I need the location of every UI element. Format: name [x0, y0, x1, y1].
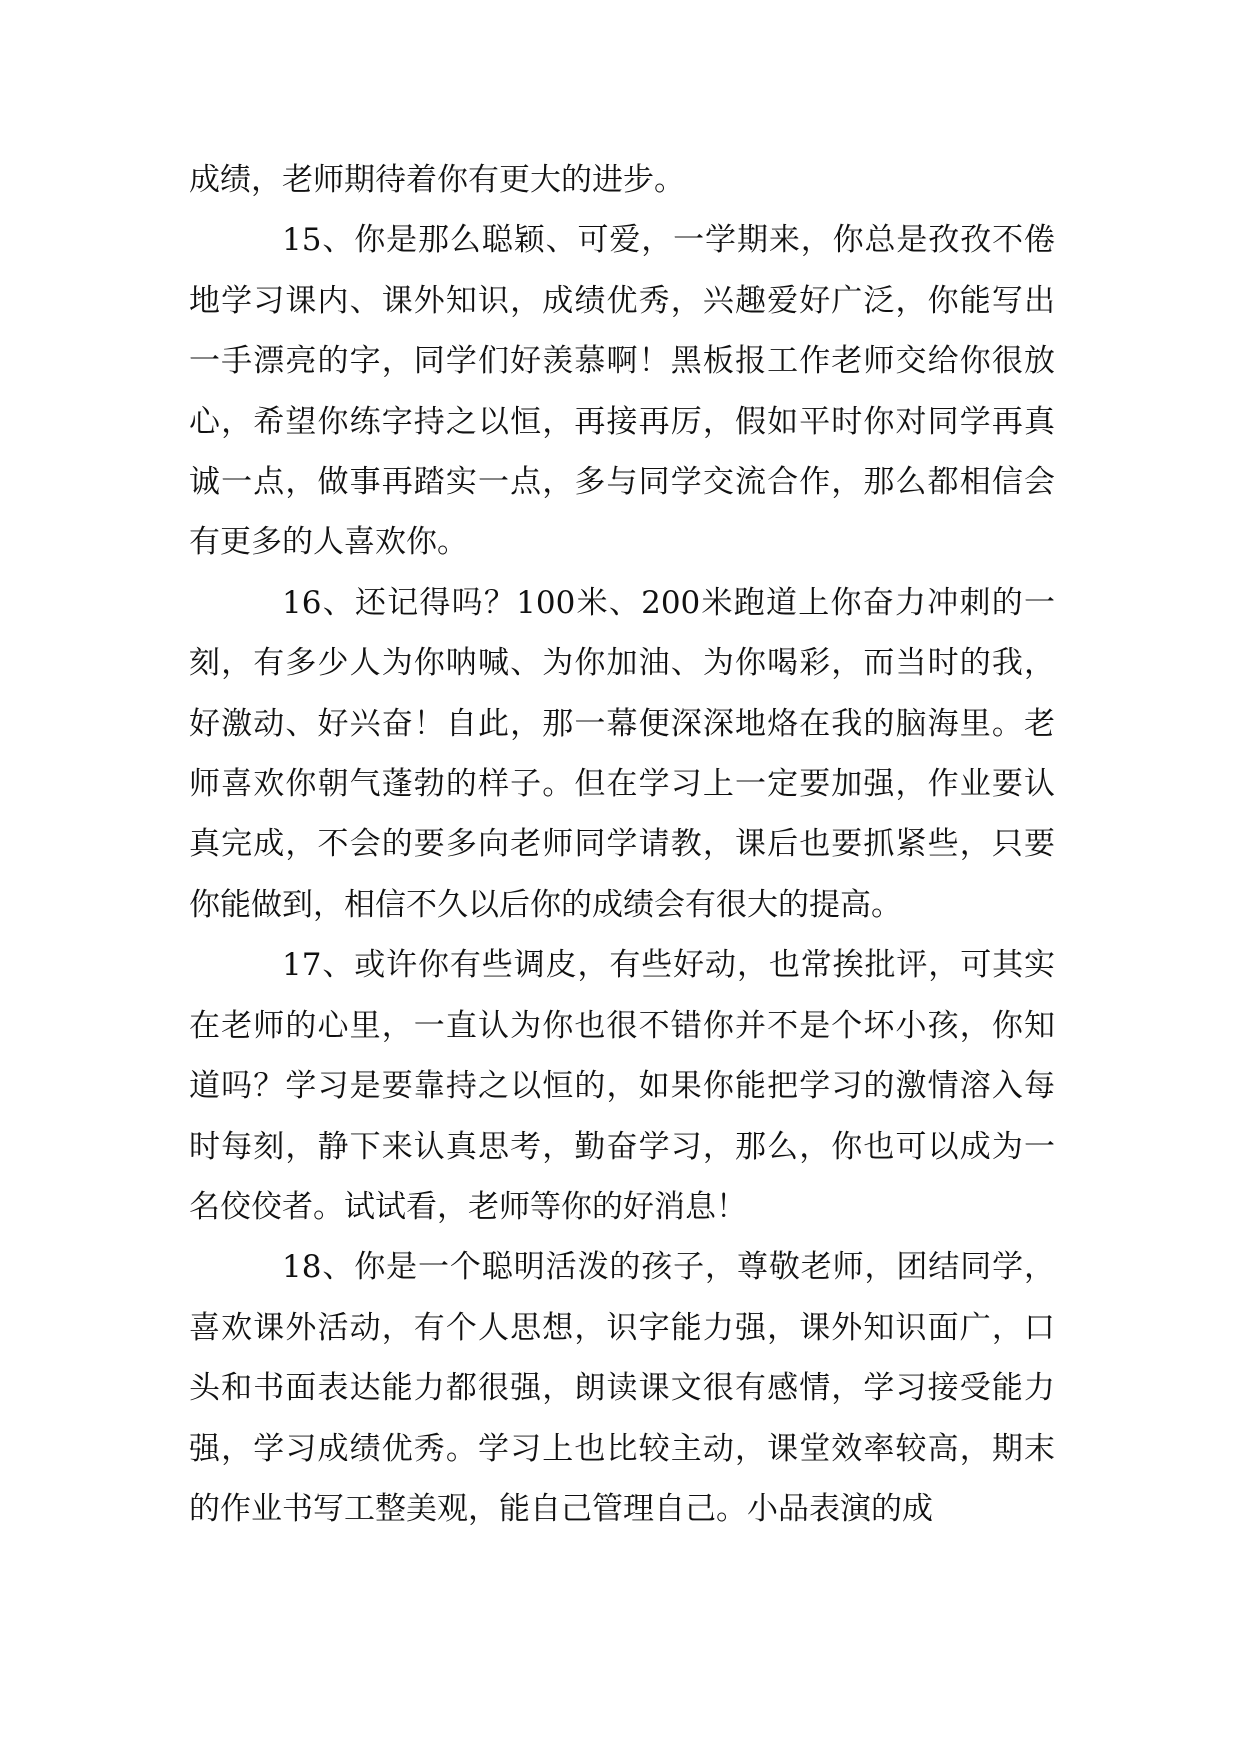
paragraph-15: 15、你是那么聪颖、可爱，一学期来，你总是孜孜不倦地学习课内、课外知识，成绩优秀，兴趣爱好广泛，你能写出一手漂亮的字，同学们好羡慕啊！黑板报工作老师交给你很放心，希望你练字持之以恒，再接再厉，假如平时你对同学再真诚一点，做事再踏实一点，多与同学交流合作，那么都相信会有更多的人喜欢你。 — [189, 222, 1055, 561]
paragraph-17: 17、或许你有些调皮，有些好动，也常挨批评，可其实在老师的心里，一直认为你也很不错你并不是个坏小孩，你知道吗？学习是要靠持之以恒的，如果你能把学习的激情溶入每时每刻，静下来认真思考，勤奋学习，那么，你也可以成为一名佼佼者。试试看，老师等你的好消息！ — [189, 947, 1055, 1225]
paragraph-16: 16、还记得吗？100米、200米跑道上你奋力冲刺的一刻，有多少人为你呐喊、为你加油、为你喝彩，而当时的我，好激动、好兴奋！自此，那一幕便深深地烙在我的脑海里。老师喜欢你朝气蓬勃的样子。但在学习上一定要加强，作业要认真完成，不会的要多向老师同学请教，课后也要抓紧些，只要你能做到，相信不久以后你的成绩会有很大的提高。 — [189, 584, 1055, 923]
paragraph-18: 18、你是一个聪明活泼的孩子，尊敬老师，团结同学，喜欢课外活动，有个人思想，识字能力强，课外知识面广，口头和书面表达能力都很强，朗读课文很有感情，学习接受能力强，学习成绩优秀。学习上也比较主动，课堂效率较高，期末的作业书写工整美观，能自己管理自己。小品表演的成 — [189, 1249, 1055, 1527]
document-body — [189, 150, 1055, 1539]
paragraph-continuation: 成绩，老师期待着你有更大的进步。 — [189, 162, 685, 198]
